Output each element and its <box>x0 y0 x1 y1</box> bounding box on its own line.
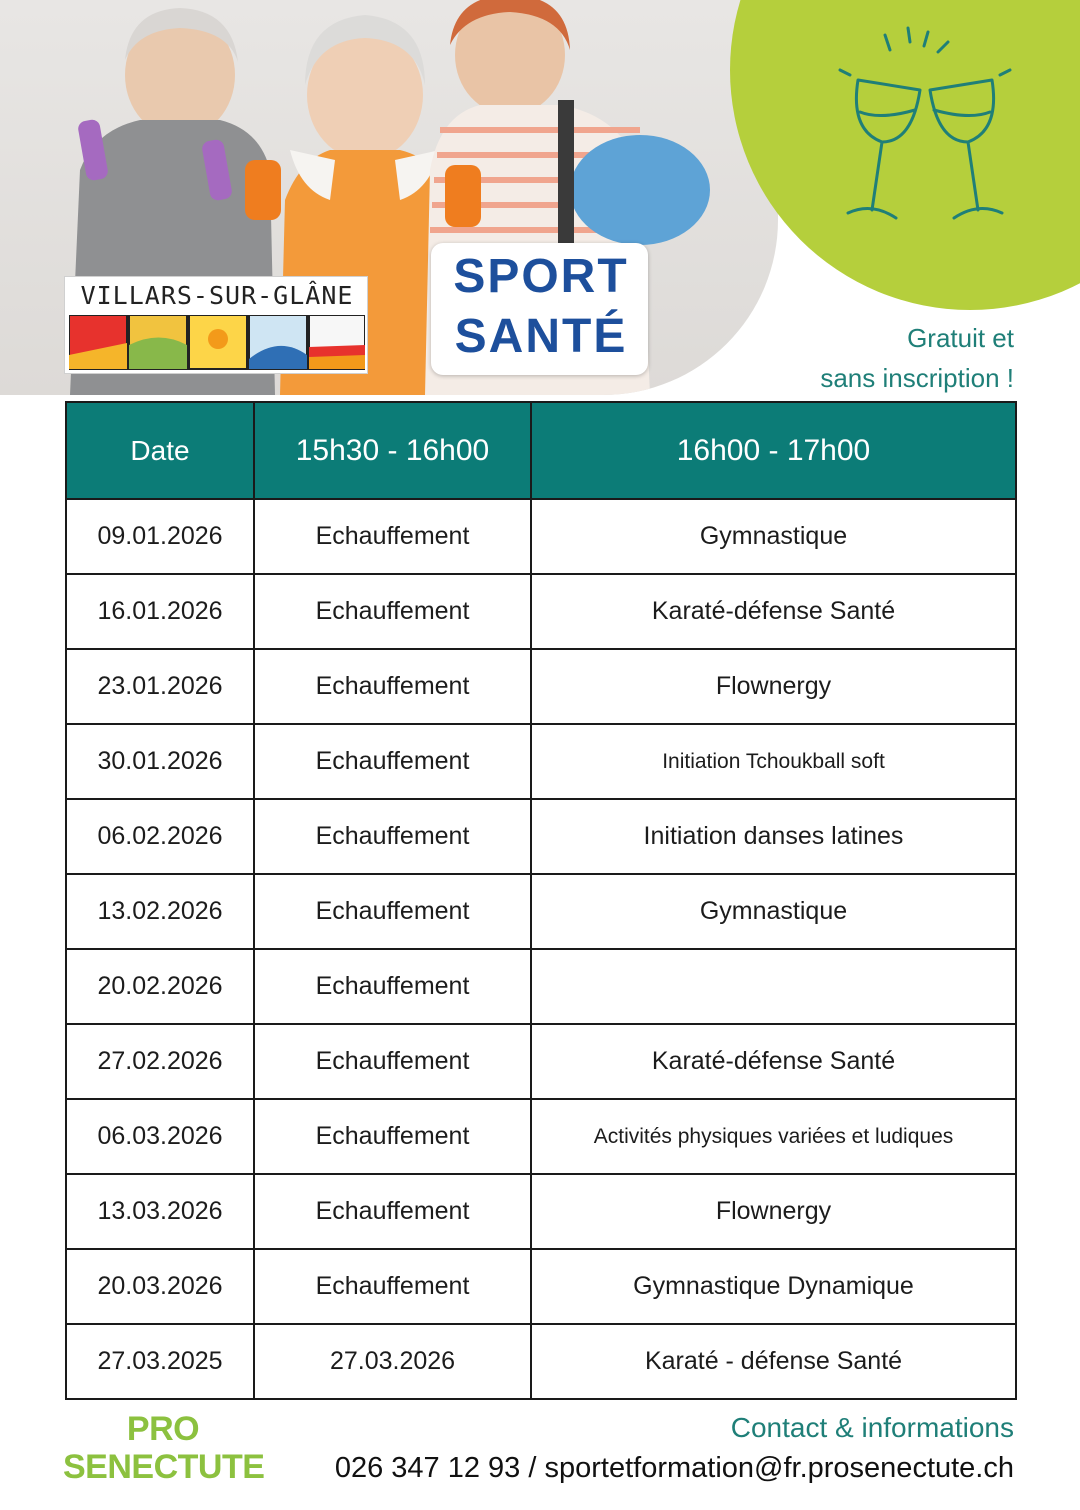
villars-logo-text: VILLARS-SUR-GLÂNE <box>80 281 354 310</box>
free-no-registration-note <box>820 318 1014 398</box>
pro-senectute-line1: PRO <box>126 1410 200 1448</box>
villars-landscape-icon <box>69 315 365 371</box>
cell-slot2: Gymnastique <box>531 499 1016 574</box>
cell-date: 06.02.2026 <box>66 799 254 874</box>
cell-date: 23.01.2026 <box>66 649 254 724</box>
cell-slot1: Echauffement <box>254 1174 531 1249</box>
table-row <box>66 649 1016 724</box>
cell-slot2: Karaté-défense Santé <box>531 1024 1016 1099</box>
cell-slot1: Echauffement <box>254 874 531 949</box>
cell-slot1: Echauffement <box>254 1249 531 1324</box>
cell-slot1: Echauffement <box>254 499 531 574</box>
table-row <box>66 1024 1016 1099</box>
table-header-row <box>66 402 1016 499</box>
cell-slot2: Flownergy <box>531 649 1016 724</box>
sport-logo-line2: SANTÉ <box>454 310 628 363</box>
table-row <box>66 574 1016 649</box>
cell-slot2 <box>531 949 1016 1024</box>
cell-date: 30.01.2026 <box>66 724 254 799</box>
cell-date: 27.02.2026 <box>66 1024 254 1099</box>
pro-senectute-logo <box>63 1410 263 1486</box>
tagline-line1: Gratuit et <box>907 323 1014 353</box>
header-slot2: 16h00 - 17h00 <box>531 402 1016 499</box>
cell-slot2: Initiation Tchoukball soft <box>531 724 1016 799</box>
sport-logo-line1: SPORT <box>453 250 629 303</box>
table-row <box>66 724 1016 799</box>
table-row <box>66 499 1016 574</box>
cell-slot1: Echauffement <box>254 799 531 874</box>
table-row <box>66 1249 1016 1324</box>
contact-details: 026 347 12 93 / sportetformation@fr.prosenectute.ch <box>334 1452 1014 1484</box>
tagline-line2: sans inscription ! <box>820 363 1014 393</box>
cell-date: 20.03.2026 <box>66 1249 254 1324</box>
cell-slot2: Gymnastique Dynamique <box>531 1249 1016 1324</box>
table-row <box>66 1174 1016 1249</box>
cell-slot1: Echauffement <box>254 1024 531 1099</box>
cell-slot2: Activités physiques variées et ludiques <box>531 1099 1016 1174</box>
sport-sante-logo <box>431 243 648 375</box>
cell-date: 13.03.2026 <box>66 1174 254 1249</box>
cell-slot2: Karaté-défense Santé <box>531 574 1016 649</box>
pro-senectute-line2: SENECTUTE <box>63 1448 265 1486</box>
cell-slot1: Echauffement <box>254 949 531 1024</box>
contact-title: Contact & informations <box>730 1412 1014 1443</box>
cell-slot1: Echauffement <box>254 1099 531 1174</box>
villars-sur-glane-logo <box>64 276 368 374</box>
table-row <box>66 799 1016 874</box>
table-row <box>66 1099 1016 1174</box>
table-row <box>66 874 1016 949</box>
cell-date: 20.02.2026 <box>66 949 254 1024</box>
cell-slot2: Gymnastique <box>531 874 1016 949</box>
cell-slot1: Echauffement <box>254 724 531 799</box>
table-row <box>66 949 1016 1024</box>
cell-slot2: Initiation danses latines <box>531 799 1016 874</box>
cell-date: 16.01.2026 <box>66 574 254 649</box>
cell-date: 13.02.2026 <box>66 874 254 949</box>
cell-slot1: 27.03.2026 <box>254 1324 531 1399</box>
header-slot1: 15h30 - 16h00 <box>254 402 531 499</box>
cell-slot2: Flownergy <box>531 1174 1016 1249</box>
cell-date: 27.03.2025 <box>66 1324 254 1399</box>
cell-slot2: Karaté - défense Santé <box>531 1324 1016 1399</box>
table-row <box>66 1324 1016 1399</box>
cell-date: 06.03.2026 <box>66 1099 254 1174</box>
cell-slot1: Echauffement <box>254 574 531 649</box>
cell-date: 09.01.2026 <box>66 499 254 574</box>
header-date: Date <box>66 402 254 499</box>
wine-glasses-icon <box>820 20 1030 235</box>
cell-slot1: Echauffement <box>254 649 531 724</box>
schedule-table <box>65 401 1017 1400</box>
